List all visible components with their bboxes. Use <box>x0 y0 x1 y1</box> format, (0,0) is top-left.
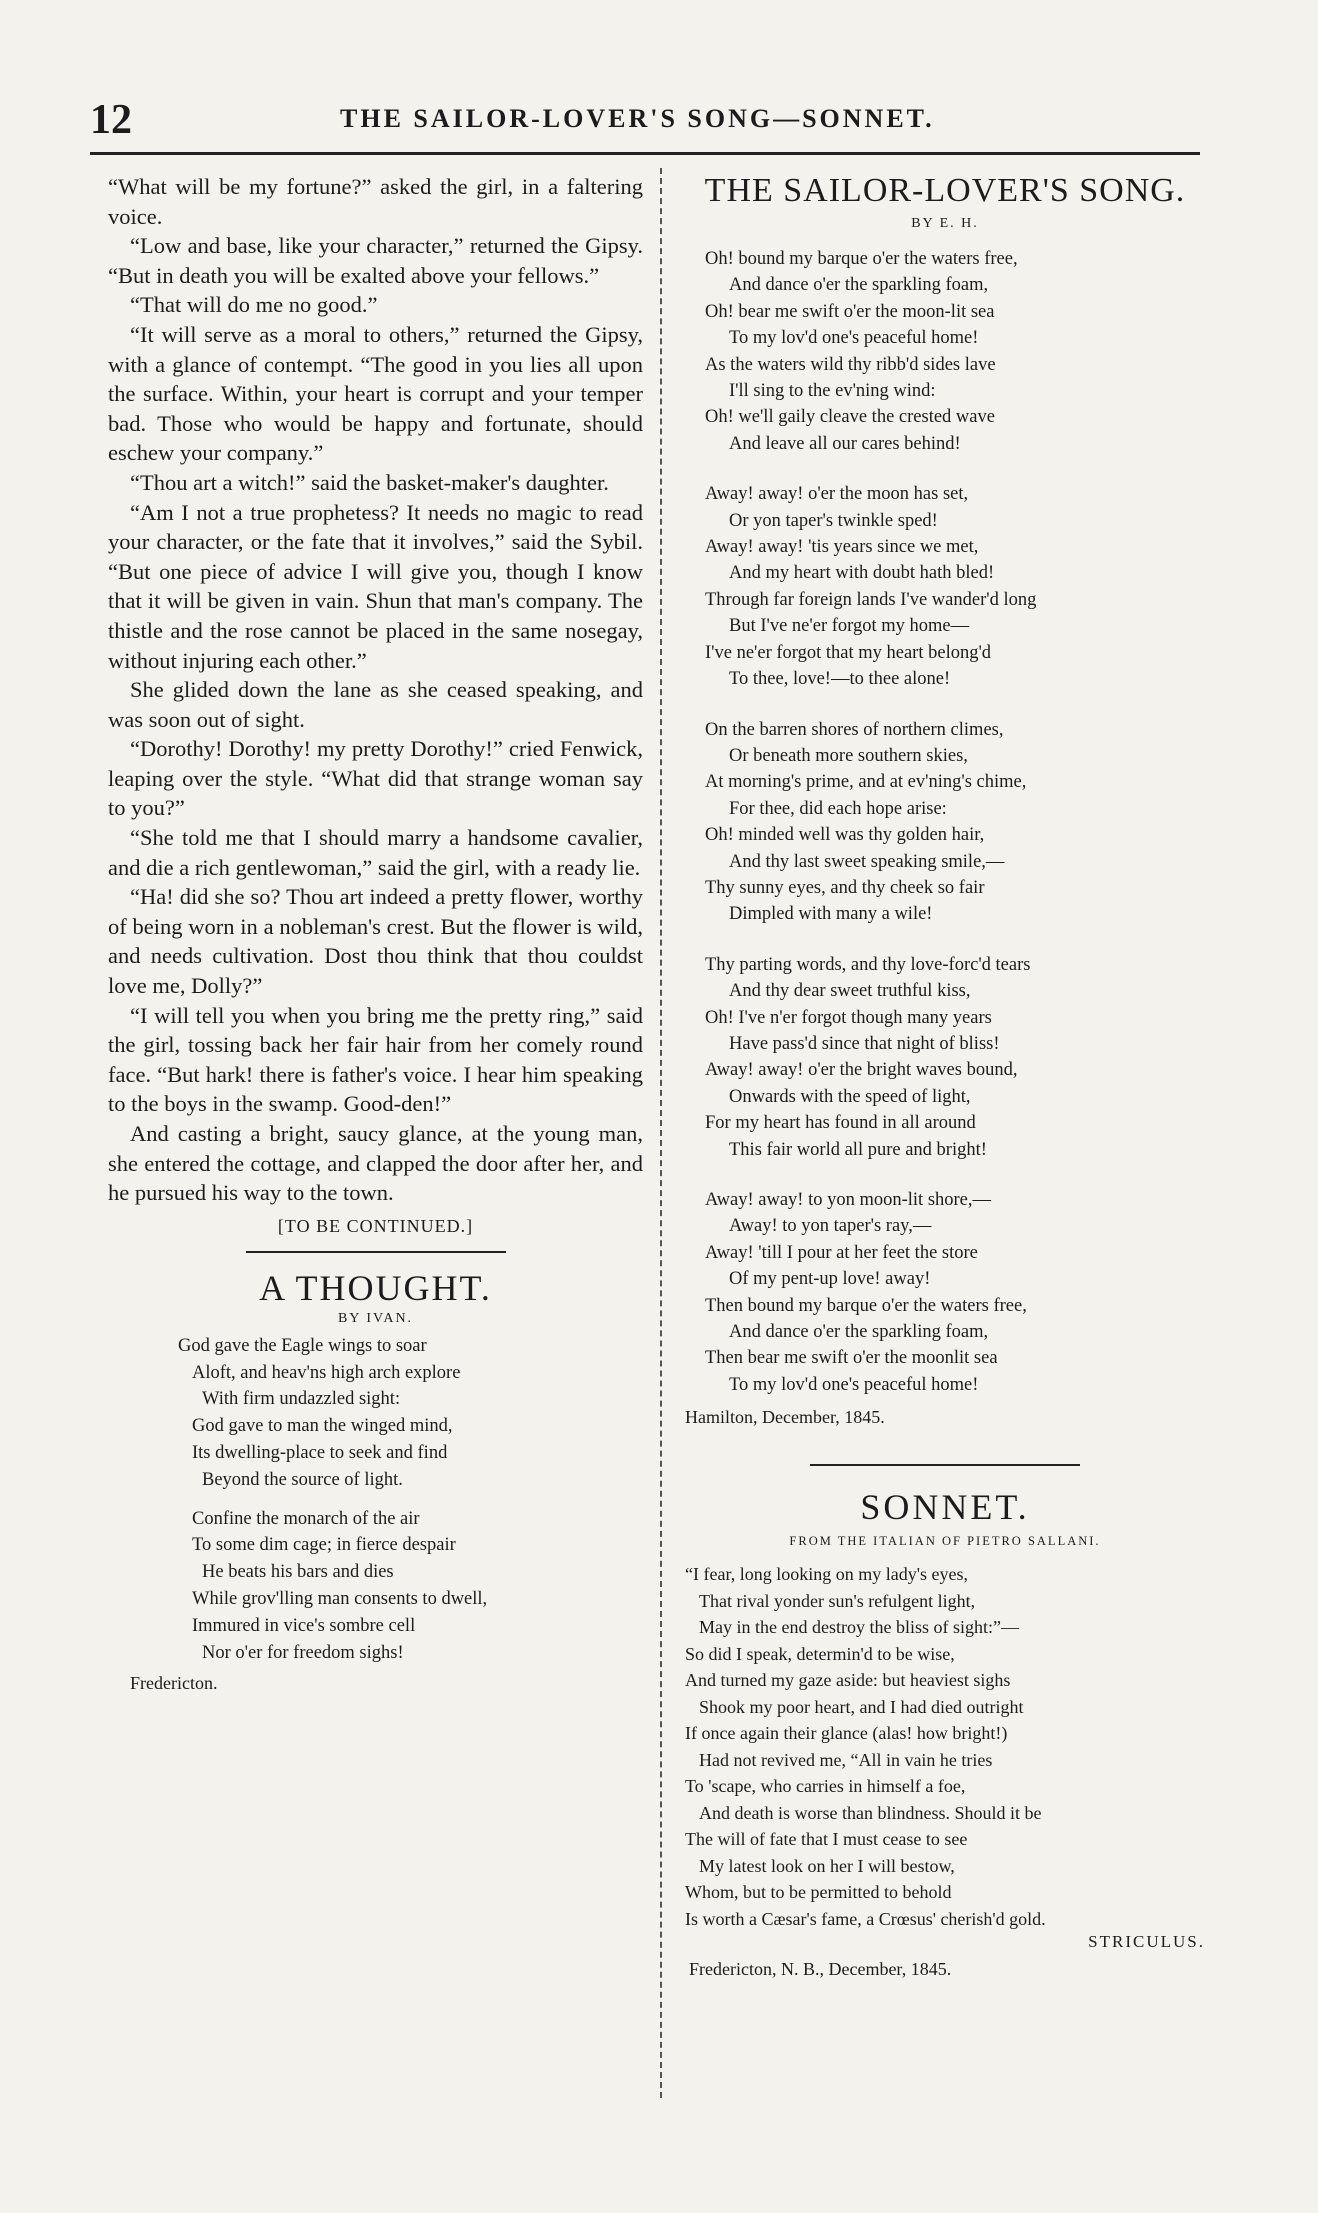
poem-line: Had not revived me, “All in vain he tries <box>699 1749 993 1770</box>
poem-line: And leave all our cares behind! <box>729 433 961 454</box>
poem-line: Away! away! to yon moon-lit shore,— <box>705 1190 992 1210</box>
header-rule <box>90 152 1200 155</box>
poem-line: And thy last sweet speaking smile,— <box>729 851 1005 872</box>
poem-line: Have pass'd since that night of bliss! <box>729 1033 1000 1054</box>
stanza <box>705 1187 1205 1398</box>
poem-line: To my lov'd one's peaceful home! <box>729 1374 979 1395</box>
poem-line: Then bear me swift o'er the moonlit sea <box>705 1348 998 1369</box>
poem-line: As the waters wild thy ribb'd sides lave <box>705 354 996 375</box>
poem-byline: FROM THE ITALIAN OF PIETRO SALLANI. <box>789 1534 1101 1549</box>
poem-title: A THOUGHT. <box>259 1267 492 1308</box>
poem-line: God gave to man the winged mind, <box>192 1416 453 1437</box>
poem-line: Away! away! 'tis years since we met, <box>705 537 979 558</box>
poem-line: But I've ne'er forgot my home— <box>729 616 970 637</box>
page-header <box>90 90 1200 150</box>
poem-line: Is worth a Cæsar's fame, a Crœsus' cherish'd gold. <box>685 1908 1046 1929</box>
poem-line: Oh! bound my barque o'er the waters free, <box>705 249 1018 269</box>
poem-line: Dimpled with many a wile! <box>729 904 933 925</box>
poem-line: Then bound my barque o'er the waters free, <box>705 1295 1027 1316</box>
poem-line: This fair world all pure and bright! <box>729 1139 987 1160</box>
stanza <box>705 481 1205 692</box>
poem-sonnet <box>685 1486 1205 1982</box>
poem-line: God gave the Eagle wings to soar <box>178 1335 427 1356</box>
story-paragraph: “She told me that I should marry a handsome cavalier, and die a rich gentlewoman,” said the girl, with a ready lie. <box>108 825 643 880</box>
poem-line: He beats his bars and dies <box>202 1562 394 1583</box>
story-paragraph: “It will serve as a moral to others,” returned the Gipsy, with a glance of contempt. “The good in you lies all upon the surface. Within, your heart is corrupt and your temper bad. Those who would be happy and fortunate, should eschew your company.” <box>108 321 643 466</box>
stanza <box>178 1506 643 1667</box>
stanza <box>178 1333 643 1494</box>
poem-line: Away! away! o'er the moon has set, <box>705 484 969 505</box>
poem-line: Of my pent-up love! away! <box>729 1269 931 1290</box>
poem-byline: BY E. H. <box>911 216 979 231</box>
story-paragraph: “Dorothy! Dorothy! my pretty Dorothy!” cried Fenwick, leaping over the style. “What did that strange woman say to you?” <box>108 736 643 821</box>
poem-line: Its dwelling-place to seek and find <box>192 1442 448 1463</box>
page-number: 12 <box>90 97 132 143</box>
poem-line: Oh! bear me swift o'er the moon-lit sea <box>705 301 995 322</box>
poem-line: Confine the monarch of the air <box>192 1508 420 1529</box>
poem-line: The will of fate that I must cease to see <box>685 1829 968 1850</box>
left-column <box>108 172 643 1696</box>
poem-line: And thy dear sweet truthful kiss, <box>729 981 971 1002</box>
poem-line: Away! away! o'er the bright waves bound, <box>705 1060 1018 1081</box>
poem-line: At morning's prime, and at ev'ning's chime, <box>705 772 1027 793</box>
poem-line: I'll sing to the ev'ning wind: <box>729 381 936 402</box>
poem-body <box>685 1561 1205 1932</box>
poem-body <box>685 246 1205 1398</box>
stanza <box>705 952 1205 1163</box>
column-divider <box>660 168 662 2098</box>
poem-line: Whom, but to be permitted to behold <box>685 1882 952 1903</box>
story-paragraph: “I will tell you when you bring me the pretty ring,” said the girl, tossing back her fair hair from her comely round face. “But hark! there is father's voice. I hear him speaking to the boys in the swamp. Good-den!” <box>108 1002 643 1117</box>
poem-line: Through far foreign lands I've wander'd long <box>705 589 1037 610</box>
story-paragraph: “Am I not a true prophetess? It needs no magic to read your character, or the fate that it involves,” said the Sybil. “But one piece of advice I will give you, though I know that it will be given in vain. Shun that man's company. The thistle and the rose cannot be placed in the same nosegay, without injuring each other.” <box>108 499 643 673</box>
poem-line: Or yon taper's twinkle sped! <box>729 510 938 531</box>
poem-line: Away! to yon taper's ray,— <box>729 1216 932 1237</box>
poem-byline: BY IVAN. <box>337 1310 414 1326</box>
poem-line: And turned my gaze aside: but heaviest sighs <box>685 1670 1011 1691</box>
section-rule <box>246 1251 506 1253</box>
story-paragraph: “That will do me no good.” <box>130 292 378 318</box>
poem-line: To 'scape, who carries in himself a foe, <box>685 1776 966 1797</box>
poem-line: Aloft, and heav'ns high arch explore <box>192 1362 461 1383</box>
poem-body <box>108 1333 643 1667</box>
poem-sailor-lovers-song <box>685 172 1205 1430</box>
stanza <box>705 717 1205 928</box>
poem-line: My latest look on her I will bestow, <box>699 1855 955 1876</box>
poem-line: Immured in vice's sombre cell <box>192 1615 416 1636</box>
poem-line: Oh! we'll gaily cleave the crested wave <box>705 407 995 428</box>
poem-line: Beyond the source of light. <box>202 1469 403 1490</box>
story-paragraph: “Thou art a witch!” said the basket-maker's daughter. <box>130 469 609 495</box>
poem-line: “I fear, long looking on my lady's eyes, <box>685 1564 968 1585</box>
poem-line: Onwards with the speed of light, <box>729 1086 971 1107</box>
story-paragraph: “What will be my fortune?” asked the girl, in a faltering voice. <box>108 174 643 229</box>
poem-line: So did I speak, determin'd to be wise, <box>685 1643 955 1664</box>
story-text <box>108 172 643 1208</box>
poem-line: For my heart has found in all around <box>705 1113 976 1134</box>
poem-line: That rival yonder sun's refulgent light, <box>699 1590 976 1611</box>
poem-title: SONNET. <box>860 1487 1030 1528</box>
poem-line: Oh! minded well was thy golden hair, <box>705 825 985 846</box>
poem-line: Oh! I've n'er forgot though many years <box>705 1007 992 1028</box>
poem-line: And dance o'er the sparkling foam, <box>729 1322 989 1343</box>
poem-line: I've ne'er forgot that my heart belong'd <box>705 642 992 663</box>
poem-line: May in the end destroy the bliss of sight:”— <box>699 1617 1019 1638</box>
poem-line: On the barren shores of northern climes, <box>705 719 1004 740</box>
poem-place: Fredericton. <box>130 1673 218 1694</box>
story-paragraph: “Low and base, like your character,” returned the Gipsy. “But in death you will be exalted above your fellows.” <box>108 233 643 288</box>
poem-signature: STRICULUS. <box>1088 1932 1205 1952</box>
poem-line: If once again their glance (alas! how bright!) <box>685 1723 1008 1744</box>
poem-line: Or beneath more southern skies, <box>729 745 968 766</box>
poem-line: To some dim cage; in fierce despair <box>192 1535 456 1556</box>
poem-line: Shook my poor heart, and I had died outright <box>699 1696 1024 1717</box>
poem-line: Nor o'er for freedom sighs! <box>202 1642 404 1663</box>
section-rule <box>810 1464 1080 1466</box>
poem-line: While grov'lling man consents to dwell, <box>192 1588 488 1609</box>
poem-title: THE SAILOR-LOVER'S SONG. <box>704 172 1186 209</box>
story-paragraph: She glided down the lane as she ceased speaking, and was soon out of sight. <box>108 677 643 732</box>
to-be-continued: [TO BE CONTINUED.] <box>277 1215 474 1236</box>
poem-line: To thee, love!—to thee alone! <box>729 669 951 690</box>
poem-line: To my lov'd one's peaceful home! <box>729 328 979 349</box>
poem-line: And death is worse than blindness. Should it be <box>699 1802 1042 1823</box>
story-paragraph: “Ha! did she so? Thou art indeed a pretty flower, worthy of being worn in a nobleman's crest. But the flower is wild, and needs cultivation. Dost thou think that thou couldst love me, Dolly?” <box>108 884 643 999</box>
poem-line: For thee, did each hope arise: <box>729 798 947 819</box>
poem-place: Hamilton, December, 1845. <box>685 1407 885 1428</box>
poem-line: Away! 'till I pour at her feet the store <box>705 1242 978 1263</box>
running-title: THE SAILOR-LOVER'S SONG—SONNET. <box>340 104 935 133</box>
poem-a-thought <box>108 1267 643 1697</box>
poem-line: And my heart with doubt hath bled! <box>729 563 995 584</box>
right-column <box>685 172 1205 1982</box>
poem-line: Thy parting words, and thy love-forc'd tears <box>705 954 1031 975</box>
stanza <box>705 246 1205 457</box>
poem-line: Thy sunny eyes, and thy cheek so fair <box>705 877 985 898</box>
poem-line: And dance o'er the sparkling foam, <box>729 275 989 296</box>
poem-line: With firm undazzled sight: <box>202 1389 401 1410</box>
poem-place: Fredericton, N. B., December, 1845. <box>689 1959 952 1980</box>
story-paragraph: And casting a bright, saucy glance, at the young man, she entered the cottage, and clapped the door after her, and he pursued his way to the town. <box>108 1121 643 1206</box>
